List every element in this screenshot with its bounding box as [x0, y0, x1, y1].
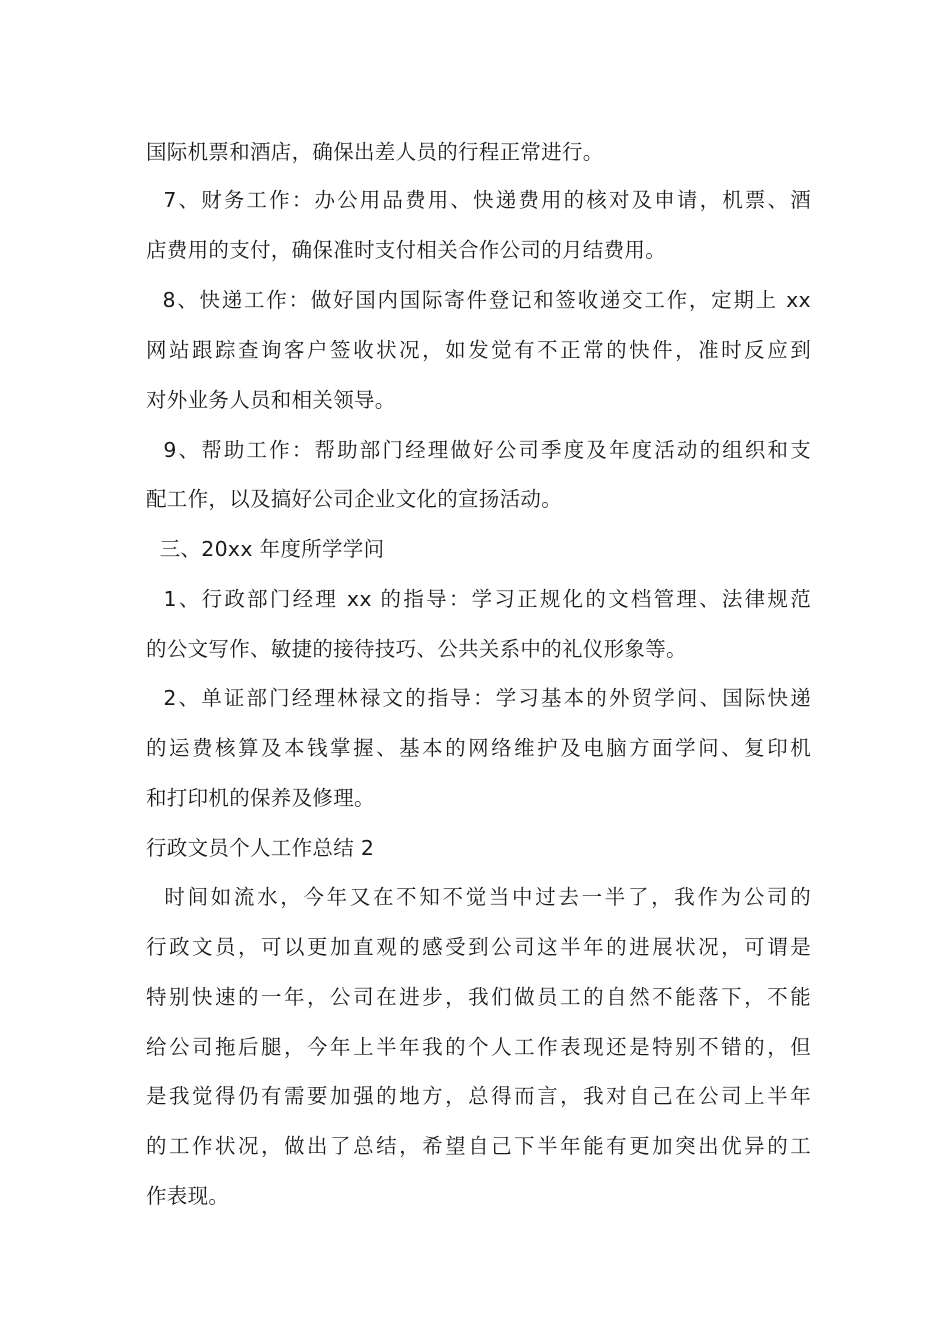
text-line: 7、财务工作：办公用品费用、快递费用的核对及申请，机票、酒: [146, 188, 811, 212]
text-line: 店费用的支付，确保准时支付相关合作公司的月结费用。: [146, 238, 666, 262]
text-line: 国际机票和酒店，确保出差人员的行程正常进行。: [146, 140, 604, 164]
text-line: 是我觉得仍有需要加强的地方，总得而言，我对自己在公司上半年: [146, 1084, 811, 1108]
text-line: 对外业务人员和相关领导。: [146, 388, 396, 412]
text-line: 给公司拖后腿，今年上半年我的个人工作表现还是特别不错的，但: [146, 1035, 811, 1059]
text-line: 1、行政部门经理 xx 的指导：学习正规化的文档管理、法律规范: [146, 587, 811, 611]
document-title: 行政文员个人工作总结 2: [146, 836, 375, 860]
text-line: 网站跟踪查询客户签收状况，如发觉有不正常的快件，准时反应到: [146, 338, 811, 362]
text-line: 2、单证部门经理林禄文的指导：学习基本的外贸学问、国际快递: [146, 686, 811, 710]
text-line: 时间如流水，今年又在不知不觉当中过去一半了，我作为公司的: [146, 885, 811, 909]
text-line: 特别快速的一年，公司在进步，我们做员工的自然不能落下，不能: [146, 985, 811, 1009]
text-line: 和打印机的保养及修理。: [146, 786, 375, 810]
text-line: 配工作，以及搞好公司企业文化的宣扬活动。: [146, 487, 562, 511]
section-heading: 三、20xx 年度所学学问: [146, 537, 385, 561]
text-line: 8、快递工作：做好国内国际寄件登记和签收递交工作，定期上 xx: [146, 288, 811, 312]
text-line: 的公文写作、敏捷的接待技巧、公共关系中的礼仪形象等。: [146, 637, 687, 661]
text-line: 9、帮助工作：帮助部门经理做好公司季度及年度活动的组织和支: [146, 438, 811, 462]
text-line: 行政文员，可以更加直观的感受到公司这半年的进展状况，可谓是: [146, 935, 811, 959]
text-line: 的工作状况，做出了总结，希望自己下半年能有更加突出优异的工: [146, 1134, 811, 1158]
text-line: 作表现。: [146, 1184, 230, 1208]
text-line: 的运费核算及本钱掌握、基本的网络维护及电脑方面学问、复印机: [146, 736, 811, 760]
